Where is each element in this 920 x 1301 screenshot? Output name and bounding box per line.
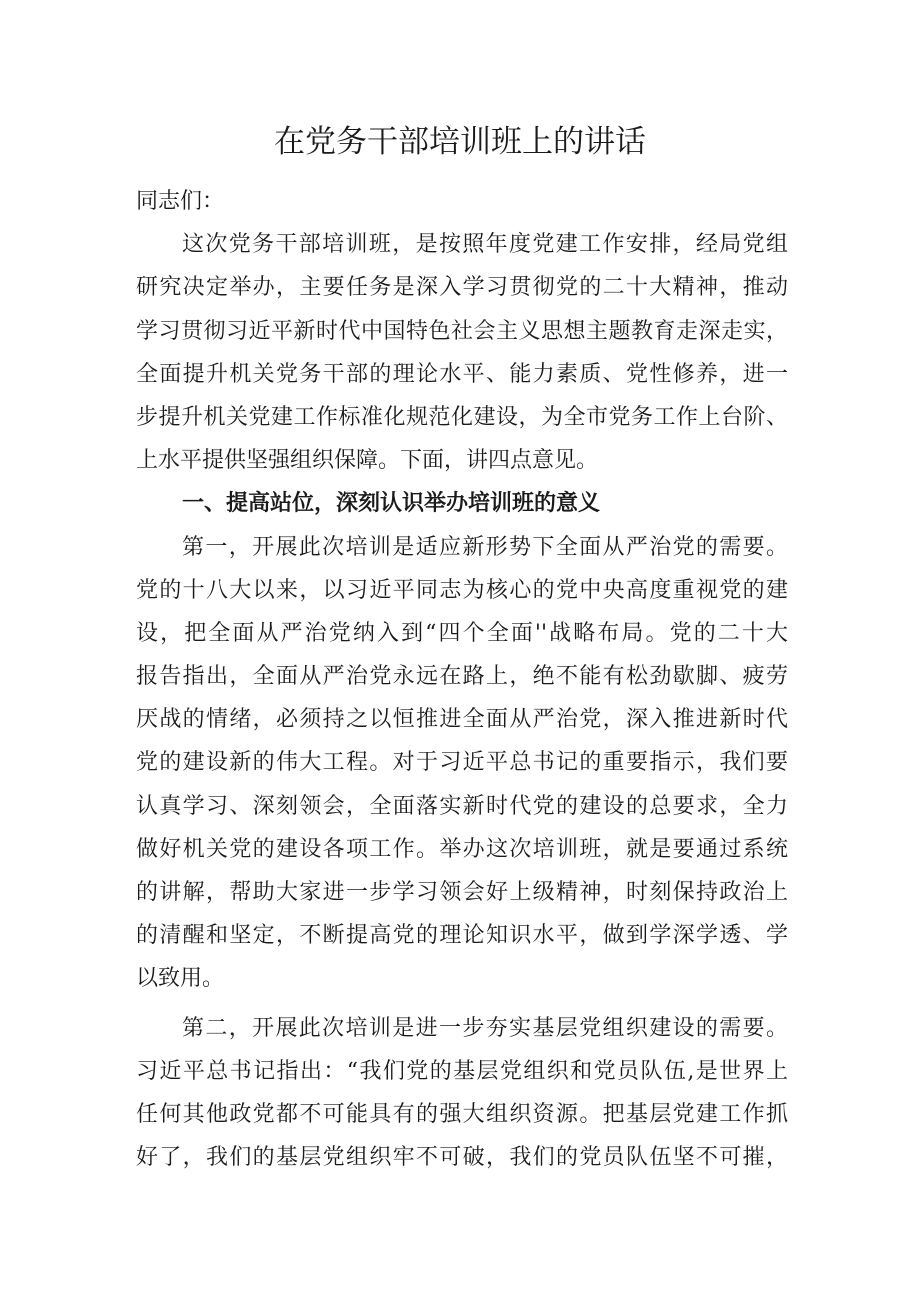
paragraph-line: 步提升机关党建工作标准化规范化建设，为全市党务工作上台阶、 [136, 404, 788, 430]
point-one-paragraph [136, 526, 788, 1001]
paragraph-line: 任何其他政党都不可能具有的强大组织资源。把基层党建工作抓 [136, 1101, 788, 1127]
paragraph-line: 党的建设新的伟大工程。对于习近平总书记的重要指示，我们要 [136, 750, 788, 776]
paragraph-line: 第一，开展此次培训是适应新形势下全面从严治党的需要。 [182, 534, 788, 560]
paragraph-line: 厌战的情绪，必须持之以恒推进全面从严治党，深入推进新时代 [136, 707, 788, 733]
paragraph-line: 上水平提供坚强组织保障。下面，讲四点意见。 [136, 448, 599, 474]
paragraph-line: 的讲解，帮助大家进一步学习领会好上级精神，时刻保持政治上 [136, 880, 788, 905]
section-heading: 一、提高站位，深刻认识举办培训班的意义 [182, 491, 601, 517]
paragraph-line: 学习贯彻习近平新时代中国特色社会主义思想主题教育走深走实， [136, 318, 788, 344]
paragraph-line: 习近平总书记指出：“我们党的基层党组织和党员队伍,是世界上 [136, 1058, 788, 1084]
document-body [136, 180, 788, 1179]
paragraph-line: 全面提升机关党务干部的理论水平、能力素质、党性修养，进一 [136, 361, 788, 387]
paragraph-line: 好了，我们的基层党组织牢不可破，我们的党员队伍坚不可摧， [136, 1145, 788, 1171]
paragraph-line: 认真学习、深刻领会，全面落实新时代党的建设的总要求，全力 [136, 793, 788, 819]
paragraph-line: 设，把全面从严治党纳入到“四个全面''战略布局。党的二十大 [136, 620, 788, 646]
paragraph-line: 报告指出，全面从严治党永远在路上，绝不能有松劲歇脚、疲劳 [136, 664, 788, 690]
paragraph-line: 以致用。 [136, 966, 225, 992]
paragraph-line: 研究决定举办，主要任务是深入学习贯彻党的二十大精神，推动 [136, 275, 788, 301]
paragraph-line: 第二，开展此次培训是进一步夯实基层党组织建设的需要。 [182, 1015, 788, 1041]
document-title: 在党务干部培训班上的讲话 [274, 124, 646, 160]
paragraph-line: 的清醒和坚定，不断提高党的理论知识水平，做到学深学透、学 [136, 923, 788, 949]
paragraph-line: 做好机关党的建设各项工作。举办这次培训班，就是要通过系统 [136, 836, 788, 862]
salutation: 同志们： [136, 189, 225, 214]
intro-paragraph [136, 223, 788, 482]
paragraph-line: 这次党务干部培训班，是按照年度党建工作安排，经局党组 [182, 232, 788, 258]
point-two-paragraph [136, 1007, 788, 1180]
paragraph-line: 党的十八大以来，以习近平同志为核心的党中央高度重视党的建 [136, 577, 788, 603]
